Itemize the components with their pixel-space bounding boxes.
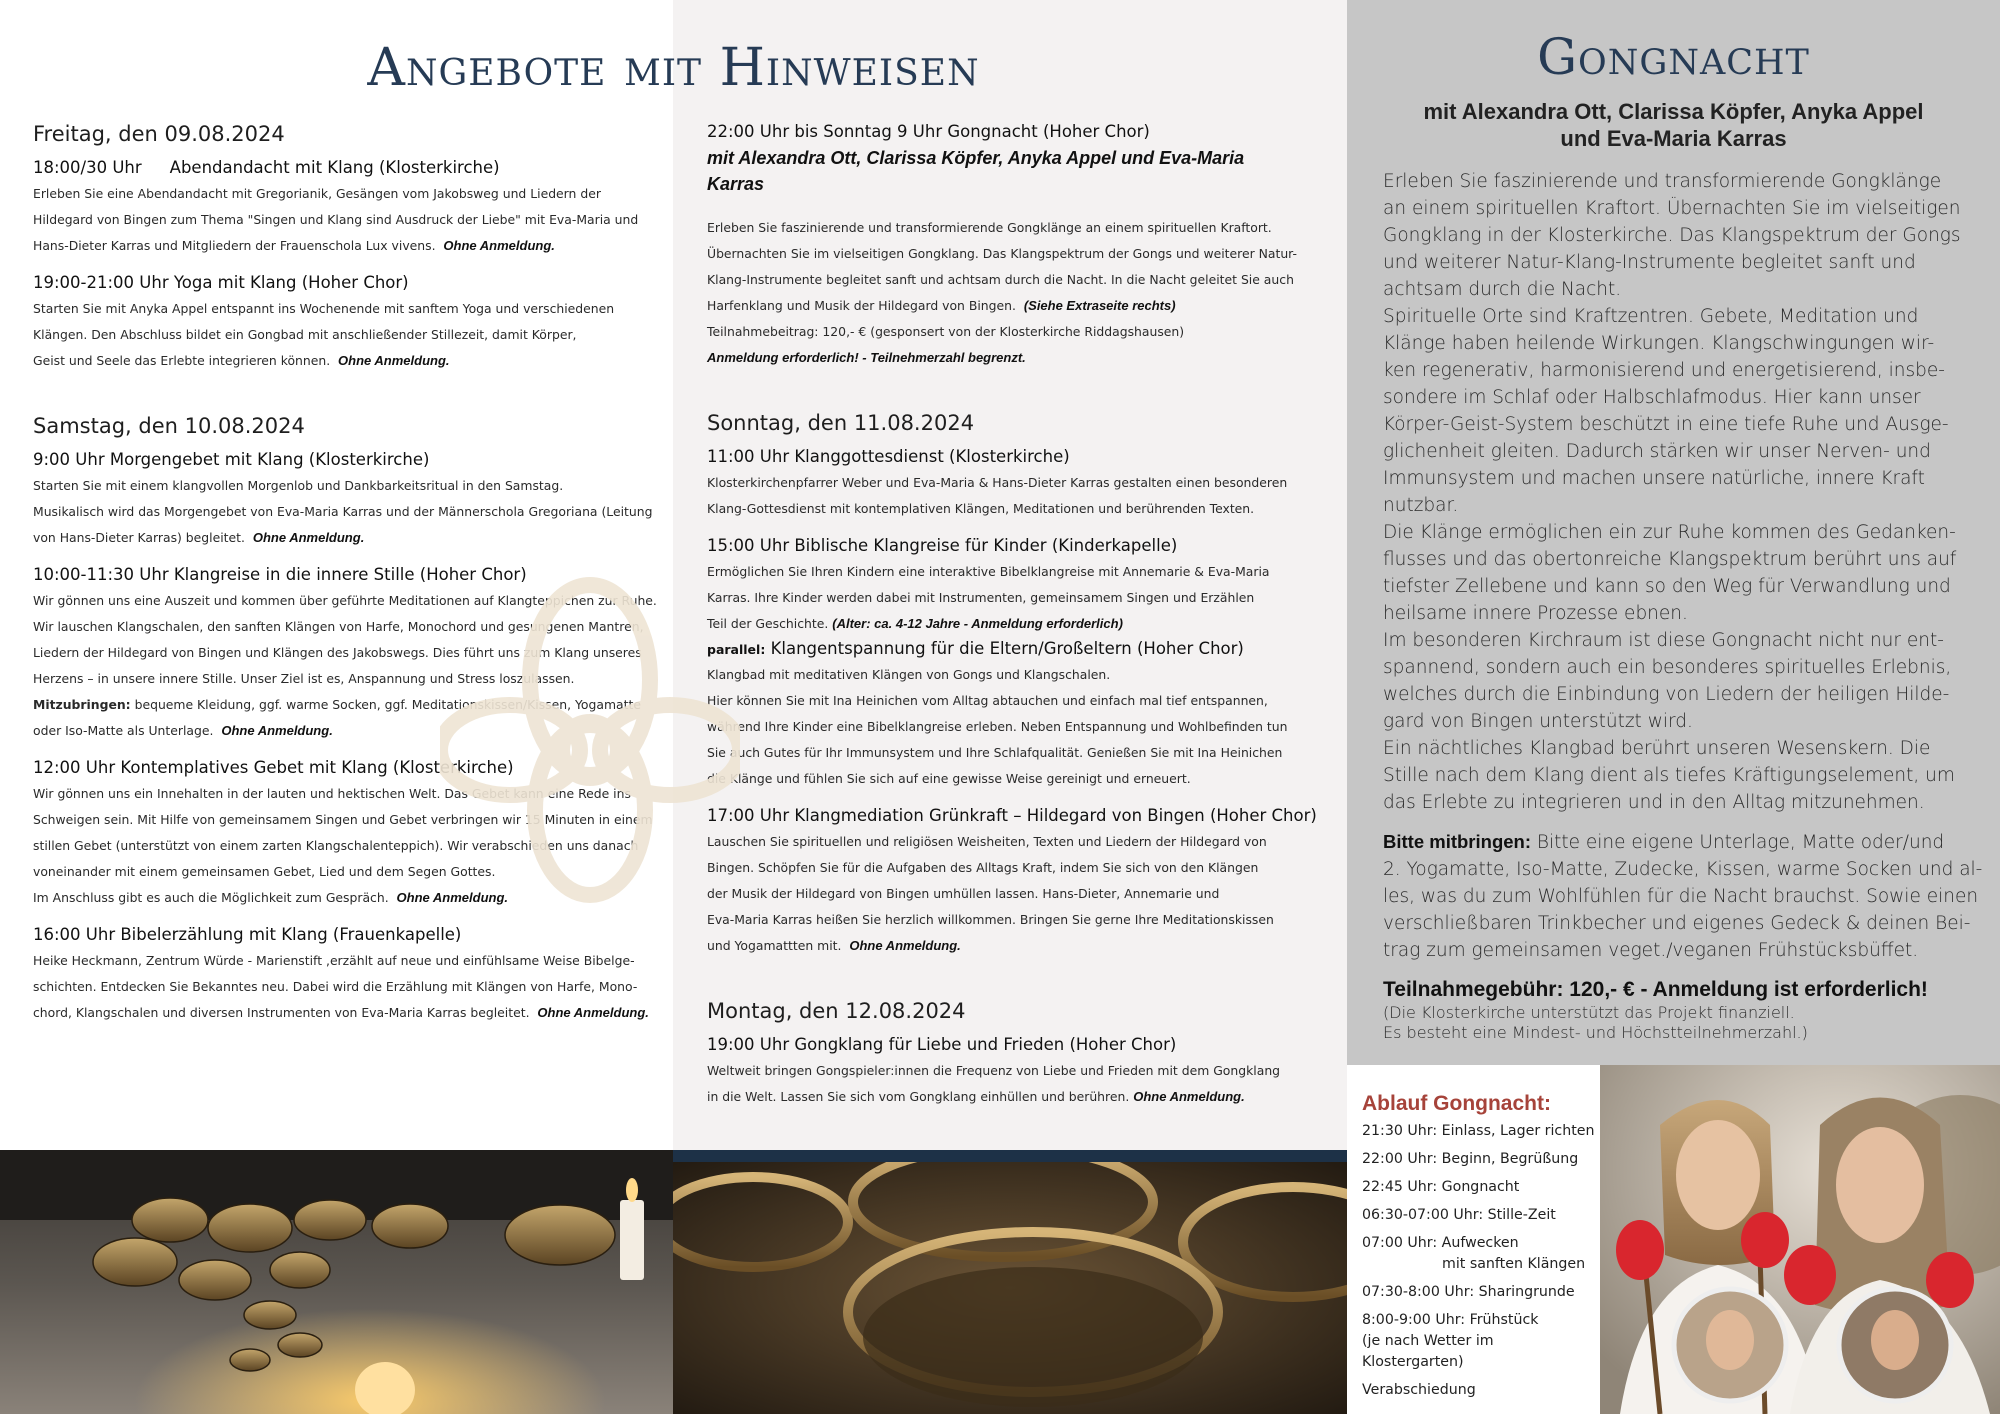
event-title: 10:00-11:30 Uhr Klangreise in die innere Stille (Hoher Chor) <box>33 565 527 584</box>
event-title: Klangentspannung für die Eltern/Großeltern (Hoher Chor) <box>770 639 1244 658</box>
event-abendandacht <box>33 158 658 259</box>
gongnacht-performers: mit Alexandra Ott, Clarissa Köpfer, Anyka Appel und Eva-Maria Karras <box>1423 99 1924 151</box>
event-description: Starten Sie mit Anyka Appel entspannt ins Wochenende mit sanftem Yoga und verschiedenen Klängen. Den Abschluss bildet ein Gongbad mit anschließender Stillezeit, damit Körper, Geist und Seele das Erlebte integrieren können. Ohne Anmeldung. <box>33 301 615 368</box>
event-klangmediation <box>707 806 1327 959</box>
event-title: 17:00 Uhr Klangmediation Grünkraft – Hildegard von Bingen (Hoher Chor) <box>707 806 1317 825</box>
schedule-item: 22:45 Uhr: Gongnacht <box>1362 1179 1520 1195</box>
schedule-item: 07:30-8:00 Uhr: Sharingrunde <box>1362 1284 1575 1300</box>
middle-column-content <box>707 122 1327 1124</box>
schedule-item: 07:00 Uhr: Aufwecken <box>1362 1235 1519 1251</box>
event-kontemplatives-gebet <box>33 758 658 911</box>
event-yoga <box>33 273 658 374</box>
ablauf-schedule-box <box>1347 1065 1600 1414</box>
event-description: Wir gönnen uns eine Auszeit und kommen über geführte Meditationen auf Klangteppichen zur Ruhe. Wir lauschen Klangschalen, den sanften Klängen von Harfe, Monochord und gesungenen Mantren, Liedern der Hildegard von Bingen und Klängen des Jakobswegs. Dies führt uns zum Klang unseres Herzens – in unsere innere Stille. Unser Ziel ist es, Anspannung und Stress loszulassen. Mitzubringen: bequeme Kleidung, ggf. warme Socken, ggf. Meditationskissen/Kissen, Yogamatte oder Iso-Matte als Unterlage. Ohne Anmeldung. <box>33 593 657 738</box>
column-left <box>0 0 673 1150</box>
event-bibelerzaehlung <box>33 925 658 1026</box>
singing-bowls-photo-center <box>673 1162 1347 1414</box>
event-note: Ohne Anmeldung. <box>252 530 365 545</box>
schedule-item: 22:00 Uhr: Beginn, Begrüßung <box>1362 1151 1579 1167</box>
event-morgengebet <box>33 450 658 551</box>
event-note: Ohne Anmeldung. <box>338 353 450 368</box>
bring-along-label: Bitte mitbringen: <box>1383 831 1531 852</box>
singing-bowls-photo-left <box>0 1150 673 1414</box>
event-gongklang-frieden <box>707 1035 1327 1110</box>
event-note: Ohne Anmeldung. <box>443 238 555 253</box>
page-title: Angebote mit Hinweisen <box>367 38 980 98</box>
event-title: 9:00 Uhr Morgengebet mit Klang (Klosterkirche) <box>33 450 430 469</box>
event-description: Wir gönnen uns ein Innehalten in der lauten und hektischen Welt. Das Gebet kann eine Rede ins Schweigen sein. Mit Hilfe von gemeinsamem Singen und Gebet verbringen wir 15 Minuten in einem stillen Gebet (unterstützt von einem zarten Klangschalenteppich). Wir verabschieden uns danach voneinander mit einem gemeinsamen Gebet, Lied und dem Segen Gottes. Im Anschluss gibt es auch die Möglichkeit zum Gespräch. Ohne Anmeldung. <box>33 786 653 905</box>
left-column-content <box>33 122 658 1040</box>
gongnacht-panel <box>1347 0 2000 1065</box>
schedule-title: Ablauf Gongnacht: <box>1362 1092 1551 1115</box>
event-note: Ohne Anmeldung. <box>537 1005 649 1020</box>
event-title: 12:00 Uhr Kontemplatives Gebet mit Klang (Klosterkirche) <box>33 758 514 777</box>
event-description: Erleben Sie faszinierende und transformierende Gongklänge an einem spirituellen Kraftort. Übernachten Sie im vielseitigen Gongklang. Das Klangspektrum der Gongs und weiterer Natur- Klang-Instrumente begleitet sanft und achtsam durch die Nacht. In die Nacht geleitet Sie auch Harfenklang und Musik der Hildegard von Bingen. (Siehe Extraseite rechts) Teilnahmebeitrag: 120,- € (gesponsert von der Klosterkirche Riddagshausen) Anmeldung erforderlich! - Teilnehmerzahl begrenzt. <box>707 215 1327 371</box>
event-note: Ohne Anmeldung. <box>849 938 961 953</box>
event-title: 15:00 Uhr Biblische Klangreise für Kinder (Kinderkapelle) <box>707 536 1178 555</box>
event-note: Ohne Anmeldung. <box>221 723 333 738</box>
event-description: Klosterkirchenpfarrer Weber und Eva-Maria & Hans-Dieter Karras gestalten einen besonderen Klang-Gottesdienst mit kontemplativen Klängen, Meditationen und berührenden Texten. <box>707 475 1288 516</box>
event-title: Abendandacht mit Klang (Klosterkirche) <box>169 158 500 177</box>
event-note: (Alter: ca. 4-12 Jahre - Anmeldung erforderlich) <box>832 616 1123 631</box>
event-klangentspannung <box>707 639 1327 792</box>
bring-along-section: Bitte mitbringen: Bitte eine eigene Unterlage, Matte oder/und <box>1383 831 1945 853</box>
event-description: Erleben Sie eine Abendandacht mit Gregorianik, Gesängen vom Jakobsweg und Liedern der Hildegard von Bingen zum Thema "Singen und Klang sind Ausdruck der Liebe" mit Eva-Maria und Hans-Dieter Karras und Mitgliedern der Frauenschola Lux vivens. Ohne Anmeldung. <box>33 186 639 253</box>
schedule-item: 8:00-9:00 Uhr: Frühstück <box>1362 1312 1539 1328</box>
day-heading-monday: Montag, den 12.08.2024 <box>707 999 966 1023</box>
event-description: Ermöglichen Sie Ihren Kindern eine interaktive Bibelklangreise mit Annemarie & Eva-Maria Karras. Ihre Kinder werden dabei mit Instrumenten, gemeinsamem Singen und Erzählen Teil der Geschichte. (Alter: ca. 4-12 Jahre - Anmeldung erforderlich) <box>707 564 1270 631</box>
gongnacht-description: Erleben Sie faszinierende und transformierende Gongklänge an einem spirituellen Kraftort. Übernachten Sie im vielseitigen Gongklang in der Klosterkirche. Das Klangspektrum der Gongs und weiterer Natur-Klang-Instrumente begleitet sanft und achtsam durch die Nacht. Spirituelle Orte sind Kraftzentren. Gebete, Meditation und Klänge haben heilende Wirkungen. Klangschwingungen wir- ken regenerativ, harmonisierend und energetisierend, insbe- sondere im Schlaf oder Halbschlafmodus. Hier kann unser Körper-Geist-System beschützt in eine tiefe Ruhe und Ausge- glichenheit gleiten. Dadurch stärken wir unser Nerven- und Immunsystem und machen unsere natürliche, innere Kraft nutzbar. Die Klänge ermöglichen ein zur Ruhe kommen des Gedanken- flusses und das obertonreiche Klangspektrum berührt uns auf tiefster Zellebene und kann so den Weg für Verwandlung und heilsame innere Prozesse ebnen. Im besonderen Kirchraum ist diese Gongnacht nicht nur ent- spannend, sondern auch ein besonderes spirituelles Erlebnis, welches durch die Einbindung von Liedern der heiligen Hilde- gard von Bingen unterstützt wird. Ein nächtliches Klangbad berührt unseren Wesenskern. Die Stille nach dem Klang dient als tiefes Kräftigungselement, um das Erlebte zu integrieren und in den Alltag mitzunehmen. Bitte mitbringen: Bitte eine eigene Unterlage, Matte oder/und 2. Yogamatte, Iso-Matte, Zudecke, Kissen, warme Socken und al- les, was du zum Wohlfühlen für die Nacht brauchst. Sowie einen verschließbaren Trinkbecher und eigenes Gedeck & deinen Bei- trag zum gemeinsamen veget./veganen Frühstücksbüffet. Teilnahmegebühr: 120,- € - Anmeldung ist erforderlich! (Die Klosterkirche unterstützt das Projekt finanziell. Es besteht eine Mindest- und Höchstteilnehmerzahl.) <box>1383 171 1983 1042</box>
event-note: (Siehe Extraseite rechts) <box>1023 298 1176 313</box>
event-gongnacht <box>707 122 1327 371</box>
schedule-item: Verabschiedung <box>1362 1382 1476 1398</box>
registration-note: Anmeldung erforderlich! - Teilnehmerzahl begrenzt. <box>707 350 1026 365</box>
event-klangreise <box>33 565 658 744</box>
event-title: 16:00 Uhr Bibelerzählung mit Klang (Frauenkapelle) <box>33 925 462 944</box>
gongnacht-title: Gongnacht <box>1537 28 1810 86</box>
day-heading-saturday: Samstag, den 10.08.2024 <box>33 414 305 438</box>
event-time: 18:00/30 Uhr <box>33 158 142 177</box>
fee-note: (Die Klosterkirche unterstützt das Projekt finanziell. <box>1383 1003 1795 1022</box>
event-description: Klangbad mit meditativen Klängen von Gongs und Klangschalen. Hier können Sie mit Ina Heinichen vom Alltag abtauchen und einfach mal tief entspannen, während Ihre Kinder eine Bibelklangreise erleben. Neben Entspannung und Wohlbefinden tun Sie auch Gutes für Ihr Immunsystem und Ihre Schlafqualität. Genießen Sie mit Ina Heinichen die Klänge und fühlen Sie sich auf eine gewisse Weise gereinigt und erneuert. <box>707 667 1288 786</box>
column-middle <box>673 0 1347 1150</box>
performers-photo <box>1600 1065 2000 1414</box>
schedule-item: 06:30-07:00 Uhr: Stille-Zeit <box>1362 1207 1556 1223</box>
parallel-label: parallel: <box>707 642 766 657</box>
fee-line: Teilnahmebeitrag: 120,- € (gesponsert von der Klosterkirche Riddagshausen) <box>707 324 1185 339</box>
event-title: 11:00 Uhr Klanggottesdienst (Klosterkirche) <box>707 447 1070 466</box>
schedule-list <box>1362 1121 1597 1408</box>
schedule-item: 21:30 Uhr: Einlass, Lager richten <box>1362 1123 1595 1139</box>
event-kinder-klangreise <box>707 536 1327 637</box>
event-description: Heike Heckmann, Zentrum Würde - Marienstift ,erzählt auf neue und einfühlsame Weise Bibelge- schichten. Entdecken Sie Bekanntes neu. Dabei wird die Erzählung mit Klängen von Harfe, Mono- chord, Klangschalen und diversen Instrumenten von Eva-Maria Karras begleitet. Ohne Anmeldung. <box>33 953 649 1020</box>
participation-fee: Teilnahmegebühr: 120,- € - Anmeldung ist erforderlich! <box>1383 978 1928 1001</box>
event-performers: mit Alexandra Ott, Clarissa Köpfer, Anyka Appel und Eva-Maria Karras <box>707 148 1245 194</box>
event-description: Weltweit bringen Gongspieler:innen die Frequenz von Liebe und Frieden mit dem Gongklang in die Welt. Lassen Sie sich vom Gongklang einhüllen und berühren. Ohne Anmeldung. <box>707 1063 1281 1104</box>
schedule-item-continuation: mit sanften Klängen <box>1442 1256 1586 1272</box>
event-description: Starten Sie mit einem klangvollen Morgenlob und Dankbarkeitsritual in den Samstag. Musikalisch wird das Morgengebet von Eva-Maria Karras und der Männerschola Gregoriana (Leitung von Hans-Dieter Karras) begleitet. Ohne Anmeldung. <box>33 478 653 545</box>
event-description: Lauschen Sie spirituellen und religiösen Weisheiten, Texten und Liedern der Hildegard von Bingen. Schöpfen Sie für die Aufgaben des Alltags Kraft, indem Sie sich von den Klängen der Musik der Hildegard von Bingen umhüllen lassen. Hans-Dieter, Annemarie und Eva-Maria Karras heißen Sie herzlich willkommen. Bringen Sie gerne Ihre Meditationskissen und Yogamattten mit. Ohne Anmeldung. <box>707 834 1274 953</box>
event-note: Ohne Anmeldung. <box>1133 1089 1245 1104</box>
schedule-item-continuation: (je nach Wetter im Klostergarten) <box>1362 1333 1494 1370</box>
event-title: 19:00-21:00 Uhr Yoga mit Klang (Hoher Chor) <box>33 273 409 292</box>
blue-divider-band <box>673 1150 1347 1162</box>
event-note: Ohne Anmeldung. <box>396 890 509 905</box>
day-heading-friday: Freitag, den 09.08.2024 <box>33 122 285 146</box>
event-title: 19:00 Uhr Gongklang für Liebe und Frieden (Hoher Chor) <box>707 1035 1177 1054</box>
day-heading-sunday: Sonntag, den 11.08.2024 <box>707 411 975 435</box>
event-title: 22:00 Uhr bis Sonntag 9 Uhr Gongnacht (Hoher Chor) <box>707 122 1150 141</box>
bring-label: Mitzubringen: <box>33 697 131 712</box>
event-klanggottesdienst <box>707 447 1327 522</box>
